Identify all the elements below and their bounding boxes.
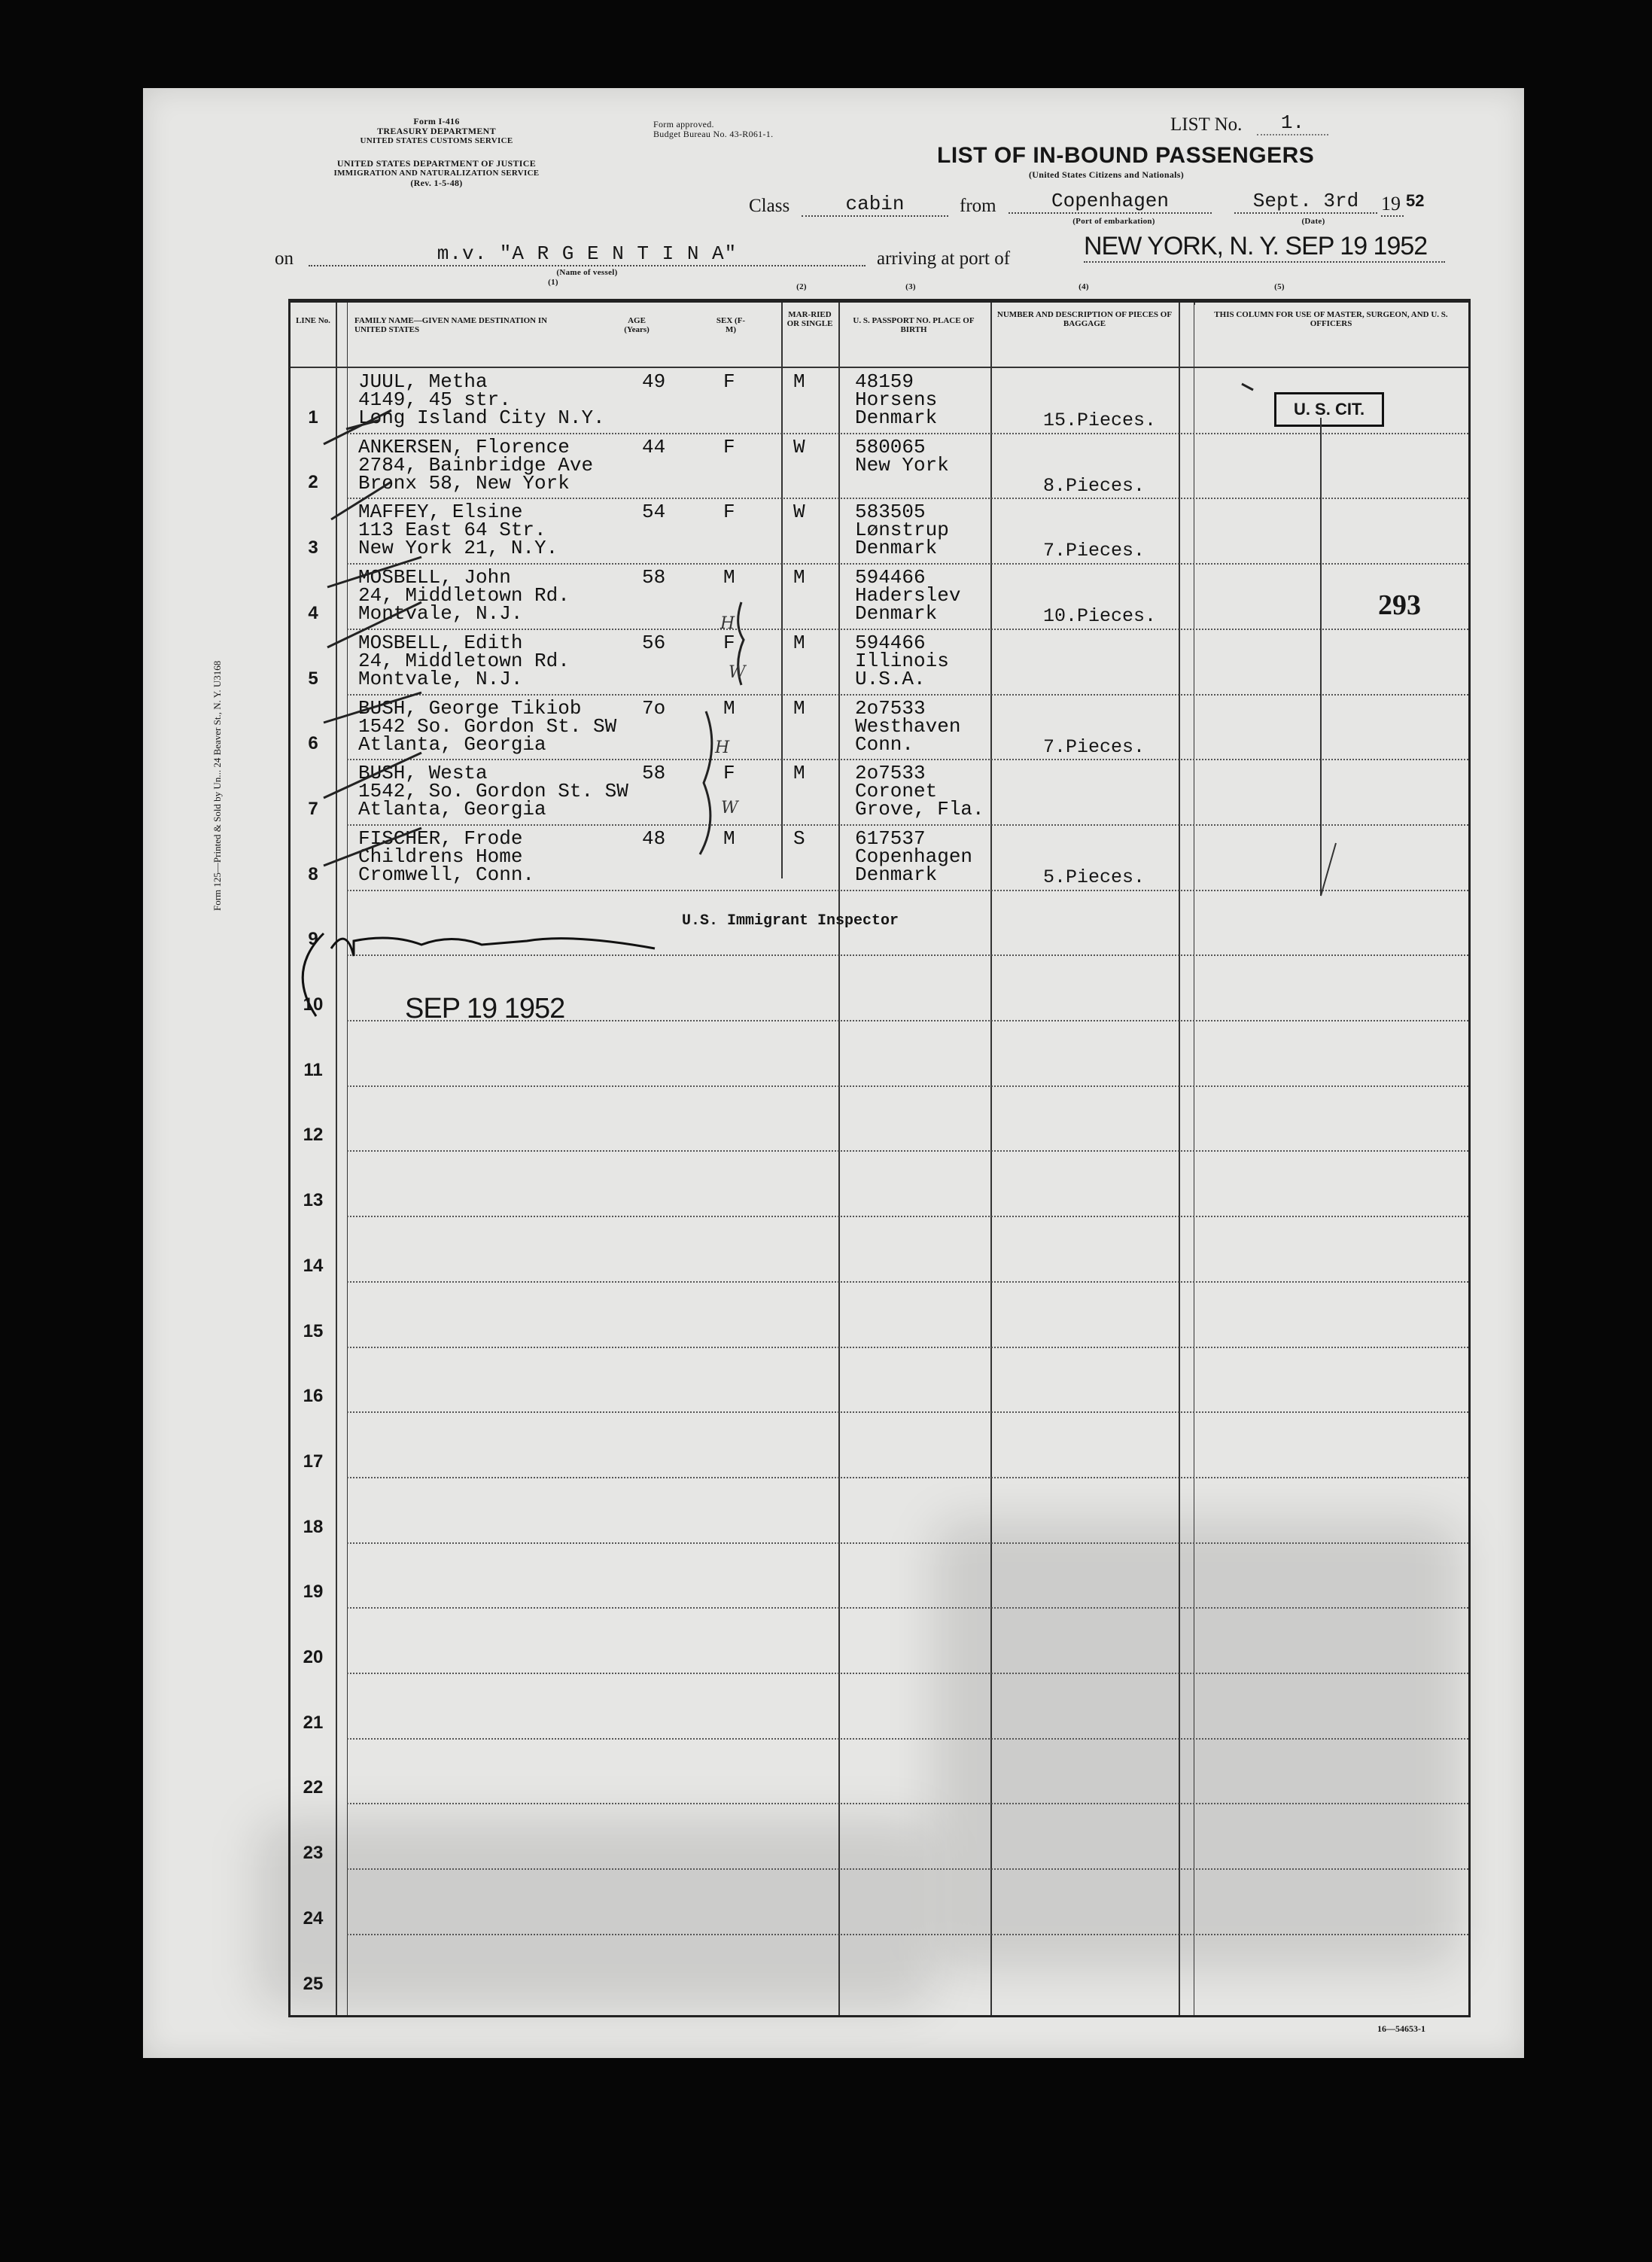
passenger-address-2: Montvale, N.J. <box>358 602 523 626</box>
passport-number: 580065 <box>855 435 926 458</box>
line-number: 12 <box>303 1125 324 1146</box>
passenger-address-2: New York 21, N.Y. <box>358 537 558 560</box>
passenger-age: 49 <box>642 370 666 393</box>
line-number: 1 <box>308 406 318 428</box>
dept-justice: UNITED STATES DEPARTMENT OF JUSTICE <box>336 158 537 169</box>
passenger-address-2: Cromwell, Conn. <box>358 863 535 886</box>
line-number: 18 <box>303 1516 324 1537</box>
baggage-count: 7.Pieces. <box>1043 735 1145 758</box>
line-number: 25 <box>303 1973 324 1994</box>
line-number: 24 <box>303 1907 324 1929</box>
h-mark-2: H <box>715 738 730 757</box>
baggage-count: 5.Pieces. <box>1043 866 1145 888</box>
row-rule <box>347 1738 1468 1740</box>
inspector-label: U.S. Immigrant Inspector <box>682 912 899 930</box>
row-rule <box>347 1803 1468 1804</box>
w-mark-2: W <box>721 799 738 817</box>
line-number: 11 <box>303 1059 323 1080</box>
line-number: 3 <box>308 537 318 559</box>
passenger-address-2: Long Island City N.Y. <box>358 406 605 429</box>
passenger-address-1: 1542 So. Gordon St. SW <box>358 714 617 738</box>
baggage-count: 15.Pieces. <box>1043 409 1157 431</box>
line-number: 5 <box>308 668 318 689</box>
dept-customs: UNITED STATES CUSTOMS SERVICE <box>360 136 513 145</box>
passenger-marital: M <box>793 631 805 654</box>
date-label: (Date) <box>1301 217 1325 226</box>
year-stamp: 52 <box>1406 191 1425 210</box>
vessel-value: m.v. "A R G E N T I N A" <box>309 242 866 266</box>
baggage-count: 8.Pieces. <box>1043 474 1145 497</box>
row-rule <box>347 1347 1468 1348</box>
class-label: Class <box>749 196 790 216</box>
passport-number: 583505 <box>855 501 926 524</box>
passenger-sex: M <box>723 696 735 720</box>
passenger-age: 7o <box>642 696 666 720</box>
passenger-sex: F <box>723 501 735 524</box>
row-rule <box>347 1411 1468 1413</box>
from-label: from <box>960 196 996 216</box>
birth-place-1: Lønstrup <box>855 519 949 542</box>
row-rule <box>347 824 1468 826</box>
col-header-passport: U. S. PASSPORT NO. PLACE OF BIRTH <box>853 316 975 334</box>
line-number: 2 <box>308 472 318 493</box>
birth-place-2: Grove, Fla. <box>855 798 984 821</box>
passenger-name: BUSH, Westa <box>358 762 488 785</box>
line-number: 15 <box>303 1320 324 1341</box>
col4-label: (4) <box>1079 282 1089 291</box>
passenger-address-1: 4149, 45 str. <box>358 388 511 411</box>
vessel-label: (Name of vessel) <box>556 268 618 277</box>
passenger-age: 48 <box>642 827 666 850</box>
line-number: 22 <box>303 1777 324 1798</box>
row-rule <box>347 1085 1468 1087</box>
row-rule <box>347 694 1468 696</box>
passenger-marital: W <box>793 435 805 458</box>
row-rule <box>347 1934 1468 1935</box>
col-header-line: LINE No. <box>296 316 330 325</box>
baggage-count: 10.Pieces. <box>1043 605 1157 628</box>
birth-place-1: Haderslev <box>855 584 961 607</box>
line-number: 13 <box>303 1190 324 1211</box>
h-mark-1: H <box>720 614 735 633</box>
passenger-sex: F <box>723 370 735 393</box>
passenger-address-1: 1542, So. Gordon St. SW <box>358 780 628 803</box>
col-header-officers: THIS COLUMN FOR USE OF MASTER, SURGEON, AND U. S. OFFICERS <box>1214 310 1448 328</box>
passenger-address-1: 113 East 64 Str. <box>358 519 546 542</box>
passenger-age: 54 <box>642 501 666 524</box>
passenger-address-2: Atlanta, Georgia <box>358 732 546 756</box>
row-rule <box>347 1281 1468 1283</box>
port-arrival-stamp: NEW YORK, N. Y. SEP 19 1952 <box>1084 232 1445 263</box>
row-rule <box>347 1673 1468 1674</box>
row-rule <box>347 1216 1468 1217</box>
passenger-age: 56 <box>642 631 666 654</box>
row-rule <box>347 759 1468 760</box>
row-rule <box>347 1542 1468 1544</box>
date-value: Sept. 3rd <box>1234 190 1377 214</box>
birth-place-2: Conn. <box>855 732 914 756</box>
page-subtitle: (United States Citizens and Nationals) <box>1028 169 1185 180</box>
form-number: Form I-416 <box>413 116 460 126</box>
passenger-name: MOSBELL, John <box>358 566 511 589</box>
col-header-age: AGE (Years) <box>624 316 650 334</box>
passenger-sex: M <box>723 827 735 850</box>
birth-place-1: Copenhagen <box>855 845 973 868</box>
col3-label: (3) <box>905 282 916 291</box>
line-number: 8 <box>308 863 318 884</box>
row-rule <box>347 629 1468 630</box>
rev-date: (Rev. 1-5-48) <box>410 178 463 188</box>
form-approved: Form approved. <box>653 119 714 129</box>
birth-place-1: Horsens <box>855 388 938 411</box>
line-number: 7 <box>308 798 318 819</box>
passenger-address-1: Childrens Home <box>358 845 523 868</box>
class-value: cabin <box>802 193 948 217</box>
passport-number: 594466 <box>855 566 926 589</box>
line-number: 6 <box>308 733 318 754</box>
passenger-sex: F <box>723 435 735 458</box>
passenger-name: FISCHER, Frode <box>358 827 523 850</box>
arriving-label: arriving at port of <box>877 248 1011 269</box>
birth-place-1: Coronet <box>855 780 938 803</box>
passenger-name: MOSBELL, Edith <box>358 631 523 654</box>
birth-place-2: Denmark <box>855 602 938 626</box>
passenger-marital: W <box>793 501 805 524</box>
col-header-name: FAMILY NAME—GIVEN NAME DESTINATION IN UNITED STATES <box>354 316 548 334</box>
row-rule <box>347 890 1468 891</box>
row-rule <box>347 433 1468 434</box>
side-printer-text: Form 125—Printed & Sold by Un... 24 Beaver St., N. Y. U3168 <box>211 660 223 911</box>
col2-label: (2) <box>796 282 807 291</box>
line-number: 17 <box>303 1451 324 1472</box>
passenger-marital: M <box>793 566 805 589</box>
col5-label: (5) <box>1274 282 1285 291</box>
line-number: 20 <box>303 1647 324 1667</box>
dept-treasury: TREASURY DEPARTMENT <box>377 126 496 136</box>
line-number: 10 <box>303 994 324 1015</box>
passenger-marital: M <box>793 696 805 720</box>
row-rule <box>347 563 1468 565</box>
passenger-sex: F <box>723 631 735 654</box>
col-header-baggage: NUMBER AND DESCRIPTION OF PIECES OF BAGGAGE <box>996 310 1173 328</box>
passenger-age: 44 <box>642 435 666 458</box>
col-header-married: MAR-RIED OR SINGLE <box>786 310 833 328</box>
passenger-name: BUSH, George Tikiob <box>358 696 582 720</box>
passport-number: 2o7533 <box>855 762 926 785</box>
passenger-age: 58 <box>642 762 666 785</box>
inspection-date-stamp: SEP 19 1952 <box>405 993 565 1024</box>
birth-place-2: Denmark <box>855 537 938 560</box>
passenger-name: MAFFEY, Elsine <box>358 501 523 524</box>
passenger-sex: M <box>723 566 735 589</box>
line-number: 14 <box>303 1255 324 1276</box>
row-rule <box>347 1150 1468 1152</box>
line-number: 4 <box>308 602 318 623</box>
passenger-marital: M <box>793 370 805 393</box>
passenger-address-1: 24, Middletown Rd. <box>358 649 570 672</box>
line-number: 21 <box>303 1712 324 1733</box>
us-cit-stamp: U. S. CIT. <box>1274 392 1384 427</box>
passenger-name: ANKERSEN, Florence <box>358 435 570 458</box>
passenger-sex: F <box>723 762 735 785</box>
baggage-count: 7.Pieces. <box>1043 540 1145 562</box>
from-value: Copenhagen <box>1009 190 1212 214</box>
row-rule <box>347 1607 1468 1609</box>
row-rule <box>347 498 1468 499</box>
page-title: LIST OF IN-BOUND PASSENGERS <box>937 143 1315 168</box>
birth-place-1: Illinois <box>855 649 949 672</box>
passport-number: 48159 <box>855 370 914 393</box>
passenger-address-1: 24, Middletown Rd. <box>358 584 570 607</box>
number-293: 293 <box>1378 589 1421 621</box>
line-number: 16 <box>303 1386 324 1407</box>
passenger-marital: S <box>793 827 805 850</box>
passenger-table <box>288 299 1471 2017</box>
line-number: 19 <box>303 1582 324 1603</box>
line-number: 23 <box>303 1843 324 1864</box>
birth-place-2: Denmark <box>855 863 938 886</box>
list-no-value: 1. <box>1257 111 1328 135</box>
passenger-address-2: Montvale, N.J. <box>358 667 523 690</box>
passport-number: 2o7533 <box>855 696 926 720</box>
passport-number: 594466 <box>855 631 926 654</box>
passenger-age: 58 <box>642 566 666 589</box>
w-mark-1: W <box>729 663 746 682</box>
passenger-name: JUUL, Metha <box>358 370 488 393</box>
passenger-marital: M <box>793 762 805 785</box>
birth-place-1: New York <box>855 453 949 476</box>
dept-ins: IMMIGRATION AND NATURALIZATION SERVICE <box>333 169 540 178</box>
line-number: 9 <box>308 929 318 950</box>
birth-place-1: Westhaven <box>855 714 961 738</box>
row-rule <box>347 954 1468 956</box>
passenger-address-1: 2784, Bainbridge Ave <box>358 453 594 476</box>
birth-place-2: Denmark <box>855 406 938 429</box>
col-header-sex: SEX (F-M) <box>716 316 746 334</box>
budget-bureau: Budget Bureau No. 43-R061-1. <box>653 129 774 139</box>
row-rule <box>347 1477 1468 1478</box>
passenger-address-2: Bronx 58, New York <box>358 471 570 495</box>
list-no-label: LIST No. <box>1170 114 1243 135</box>
port-embark-label: (Port of embarkation) <box>1072 217 1155 226</box>
passport-number: 617537 <box>855 827 926 850</box>
passenger-address-2: Atlanta, Georgia <box>358 798 546 821</box>
row-rule <box>347 1868 1468 1870</box>
birth-place-2: U.S.A. <box>855 667 926 690</box>
on-label: on <box>275 248 294 269</box>
col1-label: (1) <box>548 278 558 287</box>
footer-code: 16—54653-1 <box>1377 2023 1425 2034</box>
year-prefix: 19 <box>1381 193 1404 217</box>
